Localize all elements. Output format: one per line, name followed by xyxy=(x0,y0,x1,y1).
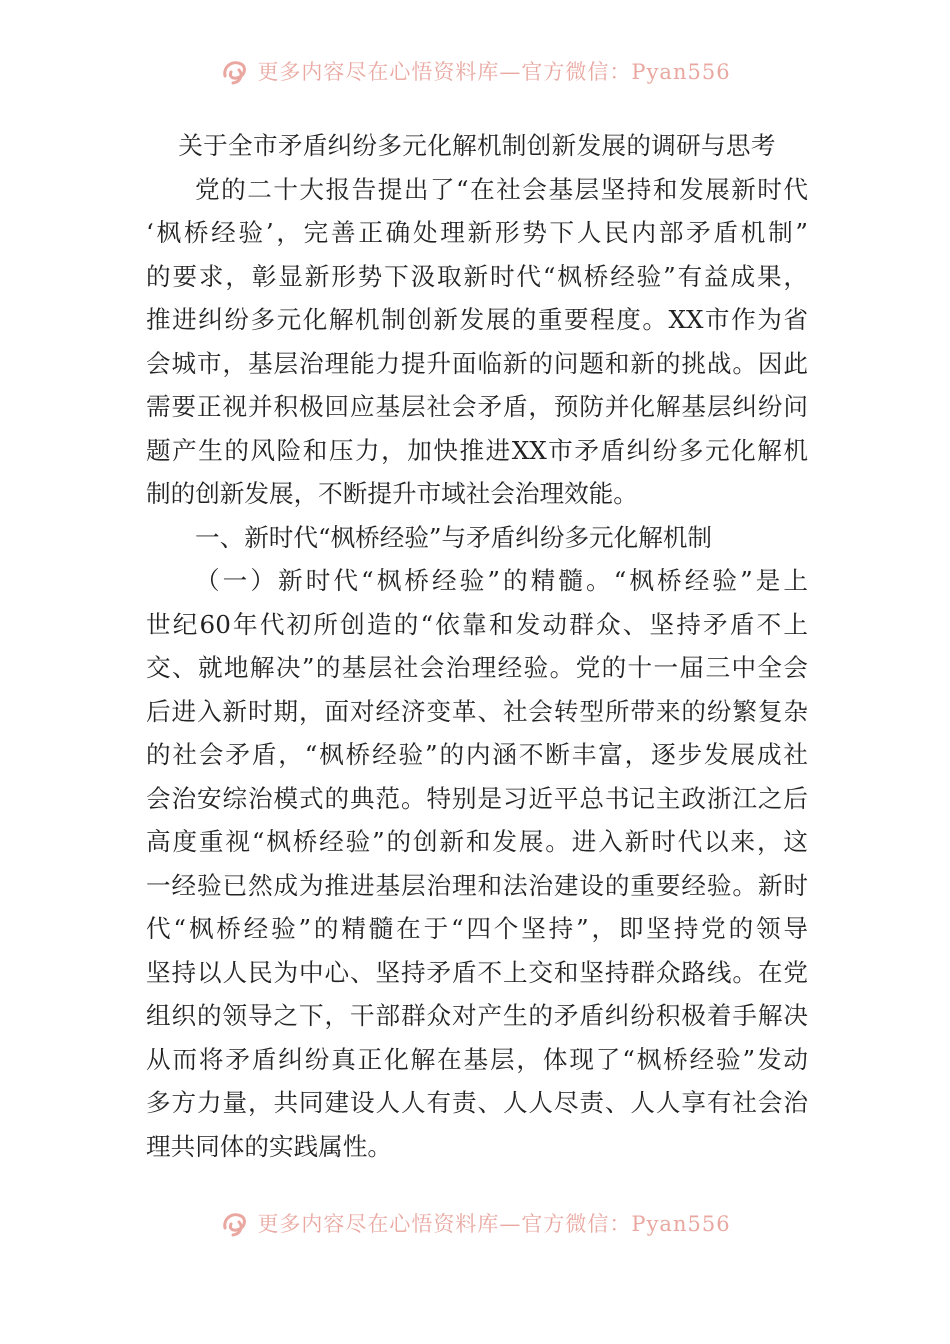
paragraph-line: 一、新时代“枫桥经验”与矛盾纠纷多元化解机制 xyxy=(195,522,713,552)
document-body xyxy=(146,124,808,1168)
paragraph-line: 党的二十大报告提出了“在社会基层坚持和发展新时代 xyxy=(195,174,808,204)
paragraph-line: 题产生的风险和压力，加快推进XX市矛盾纠纷多元化解机 xyxy=(146,435,808,465)
paragraph-line: 会治安综治模式的典范。特别是习近平总书记主政浙江之后 xyxy=(146,783,808,813)
paragraph-line: 的社会矛盾，“枫桥经验”的内涵不断丰富，逐步发展成社 xyxy=(146,740,808,769)
paragraph-line: 高度重视“枫桥经验”的创新和发展。进入新时代以来，这 xyxy=(146,827,808,856)
paragraph-line: 从而将矛盾纠纷真正化解在基层，体现了“枫桥经验”发动 xyxy=(146,1044,808,1074)
watermark-text-bottom: 更多内容尽在心悟资料库—官方微信：Pyan556 xyxy=(257,1212,731,1236)
paragraph-line: 代“枫桥经验”的精髓在于“四个坚持”，即坚持党的领导 xyxy=(146,914,808,943)
paragraph xyxy=(146,516,808,560)
paragraph-line: 一经验已然成为推进基层治理和法治建设的重要经验。新时 xyxy=(146,870,808,900)
watermark-text-top: 更多内容尽在心悟资料库—官方微信：Pyan556 xyxy=(257,60,731,84)
paragraph-line: 后进入新时期，面对经济变革、社会转型所带来的纷繁复杂 xyxy=(146,696,808,726)
paragraph-line: 理共同体的实践属性。 xyxy=(146,1131,392,1161)
paragraph xyxy=(146,559,808,1168)
watermark-banner-top xyxy=(0,54,950,88)
paragraph-line: 制的创新发展，不断提升市域社会治理效能。 xyxy=(146,479,638,508)
paragraph-line: 组织的领导之下，干部群众对产生的矛盾纠纷积极着手解决 xyxy=(146,1001,808,1030)
paragraph-line: 会城市，基层治理能力提升面临新的问题和新的挑战。因此 xyxy=(146,348,808,378)
paragraph-line: 的要求，彰显新形势下汲取新时代“枫桥经验”有益成果， xyxy=(146,261,808,291)
paragraph-line: 多方力量，共同建设人人有责、人人尽责、人人享有社会治 xyxy=(146,1088,808,1117)
document-paragraphs xyxy=(146,168,808,1169)
paragraph-line: 坚持以人民为中心、坚持矛盾不上交和坚持群众路线。在党 xyxy=(146,957,808,987)
paragraph-line: 交、就地解决”的基层社会治理经验。党的十一届三中全会 xyxy=(146,653,808,682)
paragraph-line: 世纪60年代初所创造的“依靠和发动群众、坚持矛盾不上 xyxy=(146,609,808,639)
paragraph xyxy=(146,168,808,516)
watermark-logo-icon xyxy=(219,1208,253,1238)
paragraph-line: ‘枫桥经验’，完善正确处理新形势下人民内部矛盾机制” xyxy=(146,218,808,247)
watermark-banner-bottom xyxy=(0,1206,950,1240)
watermark-logo-icon xyxy=(219,56,253,86)
paragraph-line: 推进纠纷多元化解机制创新发展的重要程度。XX市作为省 xyxy=(146,305,808,334)
document-title: 关于全市矛盾纠纷多元化解机制创新发展的调研与思考 xyxy=(178,131,776,160)
paragraph-line: 需要正视并积极回应基层社会矛盾，预防并化解基层纠纷问 xyxy=(146,392,808,421)
paragraph-line: （一）新时代“枫桥经验”的精髓。“枫桥经验”是上 xyxy=(195,566,808,595)
